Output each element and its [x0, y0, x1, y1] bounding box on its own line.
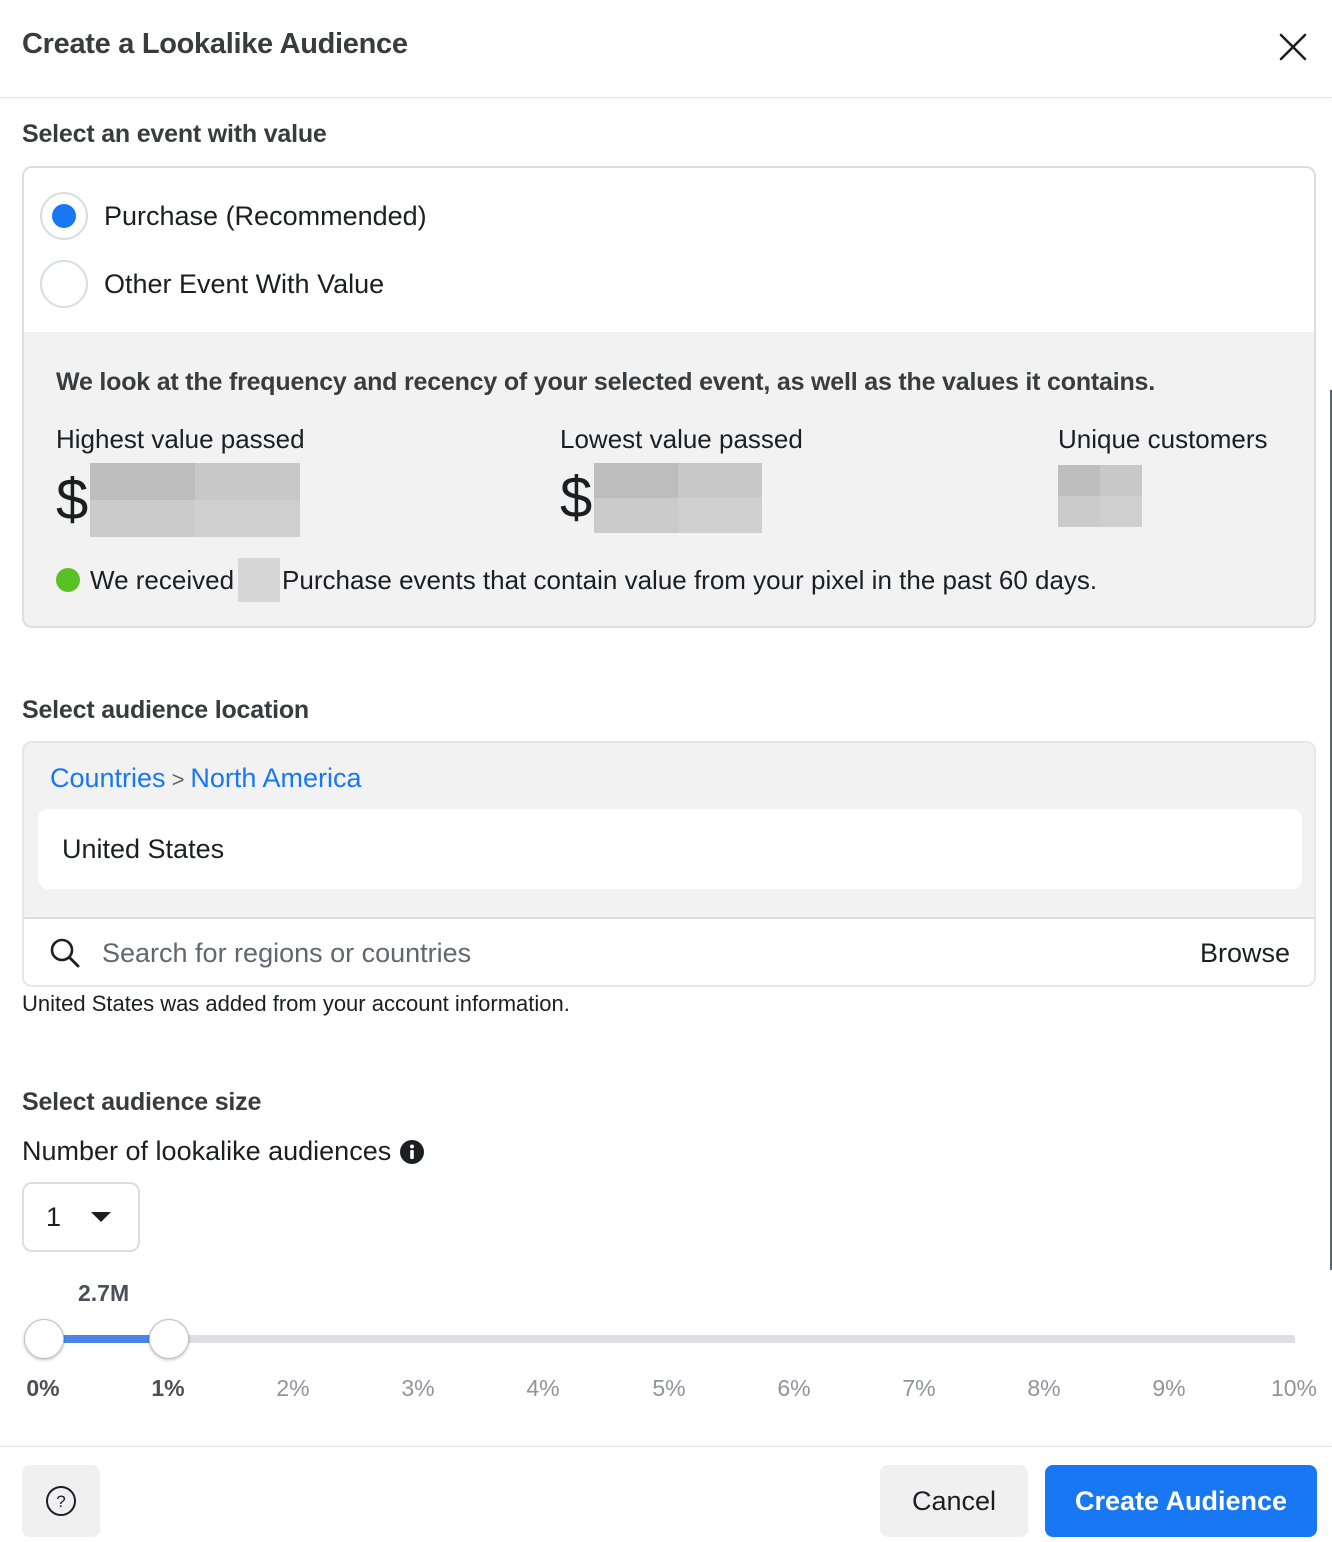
stat-label: Lowest value passed: [560, 424, 803, 454]
slider-tick: 1%: [151, 1375, 185, 1401]
breadcrumb-countries[interactable]: Countries: [50, 763, 166, 793]
svg-text:?: ?: [56, 1492, 66, 1511]
browse-button[interactable]: Browse: [1199, 937, 1290, 968]
slider-tick: 2%: [276, 1375, 310, 1401]
radio-purchase[interactable]: [40, 192, 427, 240]
lookalike-count-label: [22, 1136, 425, 1167]
radio-button[interactable]: [40, 260, 88, 308]
location-picker: [22, 741, 1316, 987]
received-suffix: Purchase events that contain value from your pixel in the past 60 days.: [282, 564, 1098, 595]
currency-symbol: $: [560, 465, 593, 530]
info-icon[interactable]: [399, 1139, 425, 1165]
stat-label: Unique customers: [1058, 424, 1268, 454]
slider-tick: 8%: [1027, 1375, 1061, 1401]
redacted-count: [238, 558, 280, 602]
location-search-input[interactable]: [102, 938, 1200, 969]
radio-other-event[interactable]: [40, 260, 384, 308]
dropdown-value: 1: [46, 1201, 62, 1232]
close-button[interactable]: [1276, 30, 1310, 64]
radio-button-selected[interactable]: [40, 192, 88, 240]
stat-label: Highest value passed: [56, 424, 305, 454]
breadcrumb-north-america[interactable]: North America: [190, 763, 362, 793]
stat-highest-value: [56, 424, 305, 537]
slider-thumb-start[interactable]: [24, 1319, 64, 1359]
slider-track[interactable]: [44, 1335, 1295, 1343]
slider-tick: 7%: [902, 1375, 936, 1401]
event-section-title: Select an event with value: [22, 120, 327, 148]
breadcrumb-separator: >: [171, 767, 185, 792]
stat-lowest-value: [560, 424, 803, 533]
create-audience-button[interactable]: Create Audience: [1045, 1465, 1317, 1537]
event-selector: [22, 166, 1316, 628]
breadcrumb: [50, 763, 361, 794]
radio-label: Other Event With Value: [104, 268, 385, 299]
redacted-value: [1058, 465, 1142, 527]
redacted-value: [90, 463, 300, 537]
slider-tick: 6%: [777, 1375, 811, 1401]
slider-tick: 3%: [401, 1375, 435, 1401]
size-section-title: Select audience size: [22, 1088, 262, 1116]
location-note: United States was added from your account information.: [22, 991, 570, 1016]
status-dot-icon: [56, 568, 80, 592]
radio-label: Purchase (Recommended): [104, 200, 427, 231]
lookalike-count-dropdown[interactable]: [22, 1182, 140, 1252]
dialog-title: Create a Lookalike Audience: [22, 28, 408, 60]
location-section-title: Select audience location: [22, 696, 309, 724]
caret-down-icon: [91, 1212, 111, 1222]
help-button[interactable]: [22, 1465, 100, 1537]
cancel-button[interactable]: Cancel: [880, 1465, 1028, 1537]
count-label-text: Number of lookalike audiences: [22, 1136, 392, 1166]
slider-tick: 9%: [1152, 1375, 1186, 1401]
received-prefix: We received: [90, 564, 235, 595]
slider-audience-estimate: 2.7M: [78, 1280, 130, 1306]
dialog-header: [0, 0, 1332, 98]
currency-symbol: $: [56, 467, 89, 532]
dialog-footer: [0, 1446, 1332, 1542]
selected-location-item[interactable]: United States: [38, 809, 1302, 889]
redacted-value: [594, 463, 762, 533]
location-search-row: [24, 917, 1314, 987]
slider-tick: 5%: [652, 1375, 686, 1401]
help-icon: [45, 1485, 77, 1517]
slider-tick: 4%: [526, 1375, 560, 1401]
event-info-panel: [24, 332, 1314, 628]
slider-thumb-end[interactable]: [149, 1319, 189, 1359]
events-received-status: [56, 558, 1097, 602]
event-info-lead: We look at the frequency and recency of your selected event, as well as the values it contains.: [56, 368, 1155, 396]
close-icon: [1276, 30, 1310, 64]
slider-tick: 10%: [1270, 1375, 1318, 1401]
slider-tick: 0%: [26, 1375, 60, 1401]
search-icon: [48, 936, 82, 970]
stat-unique-customers: [1058, 424, 1268, 527]
